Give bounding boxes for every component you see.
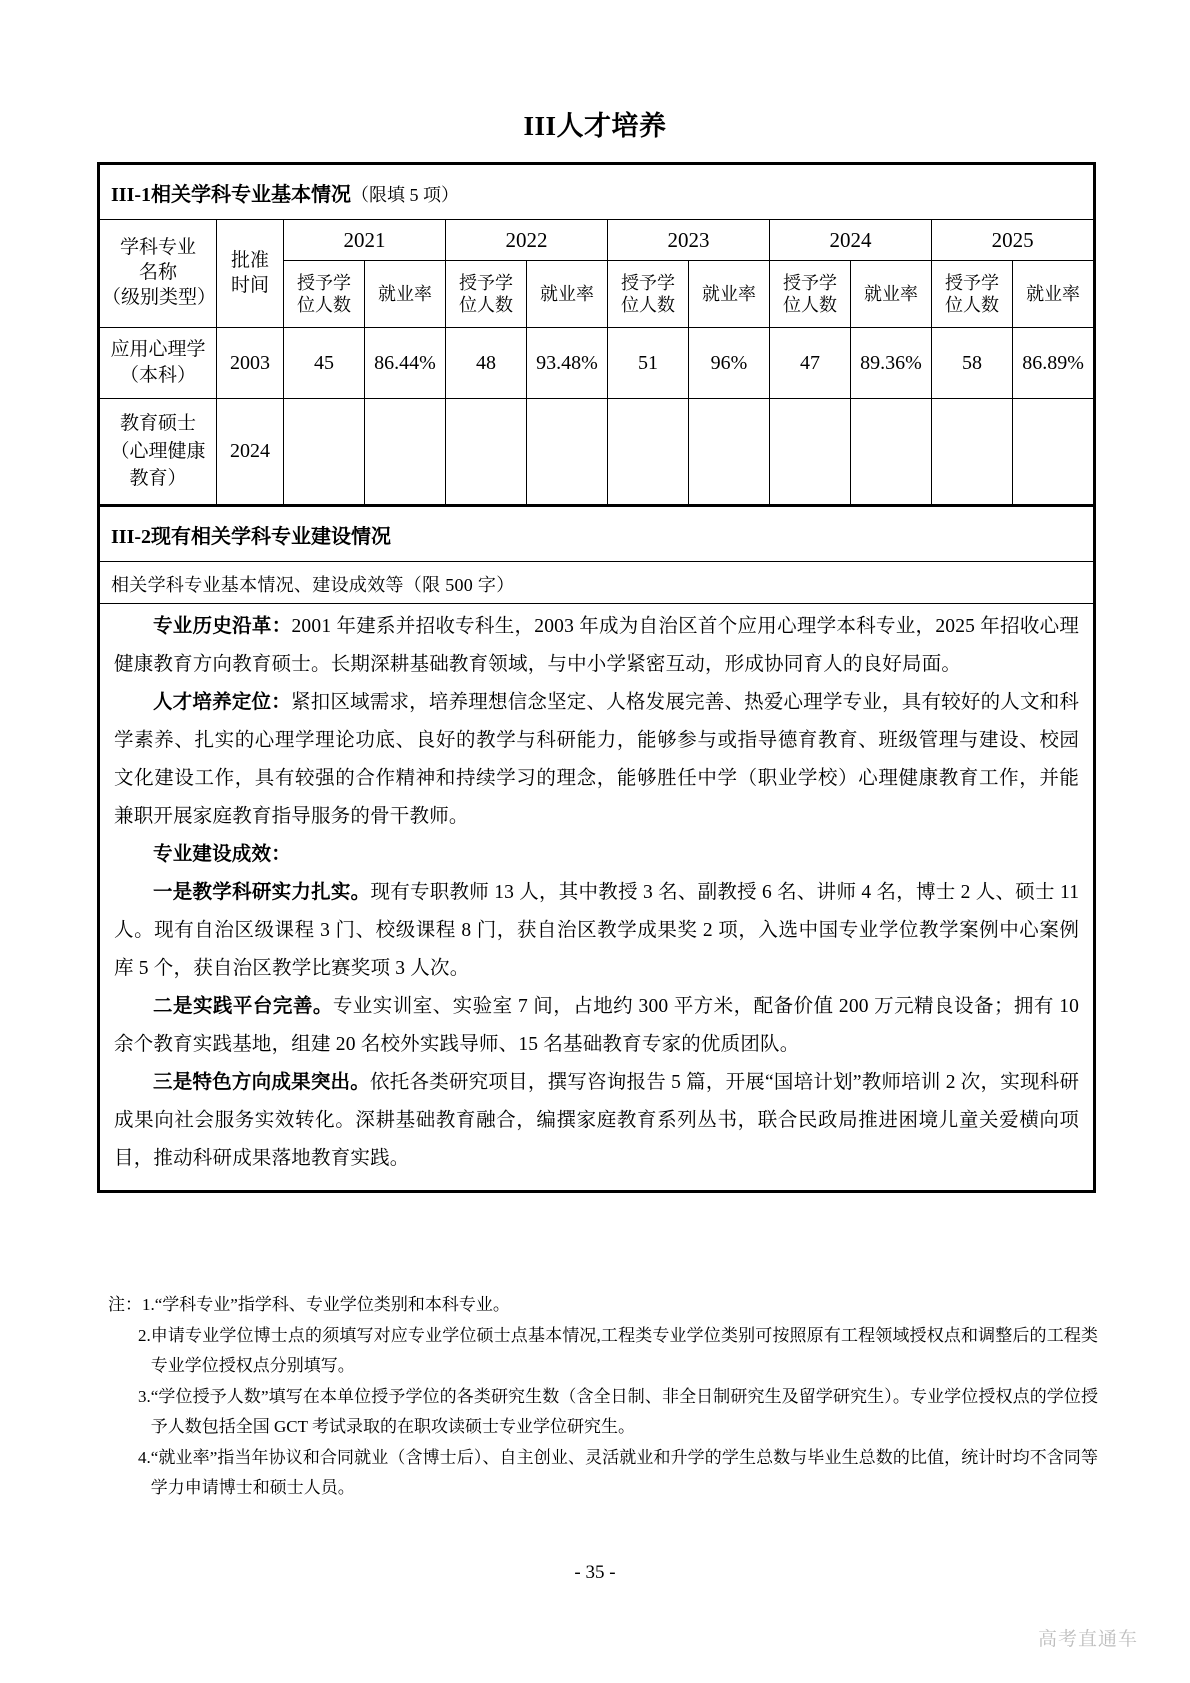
form-table <box>97 162 1096 1193</box>
subheader-degrees-2023-line2: 位人数 <box>621 295 675 315</box>
section2-header-row <box>99 506 1095 562</box>
col-header-year-2025: 2025 <box>932 220 1095 261</box>
row1-degrees-2024: 47 <box>770 328 851 399</box>
paragraph-positioning <box>114 684 1079 836</box>
row1-employment-2021: 86.44% <box>365 328 446 399</box>
table-row <box>99 399 1095 506</box>
row1-major-name <box>99 328 217 399</box>
row2-major-name-line1: 教育硕士 <box>119 413 196 435</box>
page-number: - 35 - <box>574 1562 616 1583</box>
col-header-year-2021: 2021 <box>284 220 446 261</box>
section2-number: III-2 <box>111 525 152 548</box>
page-title: III人才培养 <box>523 111 667 141</box>
subheader-degrees-2021-line2: 位人数 <box>297 295 351 315</box>
section2-prompt-row <box>99 562 1095 604</box>
subheader-degrees-2023 <box>608 261 689 328</box>
section2-prompt: 相关学科专业基本情况、建设成效等（限 500 字） <box>99 562 1095 604</box>
row2-employment-2023 <box>689 399 770 506</box>
paragraph-point-two-text: 专业实训室、实验室 7 间，占地约 300 平方米，配备价值 200 万元精良设备；拥有 10 余个教育实践基地，组建 20 名校外实践导师、15 名基础教育专家的优质团队。 <box>114 996 1080 1055</box>
paragraph-achievements-heading <box>114 836 1079 874</box>
row2-employment-2022 <box>527 399 608 506</box>
section1-number: III-1 <box>111 183 152 206</box>
footnote-item-4 <box>108 1443 1098 1503</box>
paragraph-point-three-text: 依托各类研究项目，撰写咨询报告 5 篇，开展“国培计划”教师培训 2 次，实现科研成果向社会服务实效转化。深耕基础教育融合，编撰家庭教育系列丛书，联合民政局推进困境儿童关爱横向项目，推动科研成果落地教育实践。 <box>114 1072 1080 1169</box>
col-header-approval-time-line1: 批准 <box>230 249 269 271</box>
table-header-year-row <box>99 220 1095 261</box>
col-header-major-name-line1: 学科专业 <box>119 237 196 259</box>
section2-body <box>99 604 1095 1192</box>
row1-employment-2025: 86.89% <box>1013 328 1095 399</box>
subheader-degrees-2021 <box>284 261 365 328</box>
paragraph-positioning-lead: 人才培养定位： <box>153 692 291 713</box>
footnote-1-text: “学科专业”指学科、专业学位类别和本科专业。 <box>154 1295 510 1314</box>
section2-title: 现有相关学科专业建设情况 <box>151 525 392 548</box>
section1-header-row <box>99 164 1095 220</box>
subheader-employment-2025: 就业率 <box>1013 261 1095 328</box>
footnote-2-text: 申请专业学位博士点的须填写对应专业学位硕士点基本情况,工程类专业学位类别可按照原有工程领域授权点和调整后的工程类专业学位授权点分别填写。 <box>150 1326 1098 1375</box>
footnote-4-text: “就业率”指当年协议和合同就业（含博士后）、自主创业、灵活就业和升学的学生总数与毕业生总数的比值，统计时均不含同等学力申请博士和硕士人员。 <box>150 1448 1098 1497</box>
row2-major-name-line3: 教育） <box>129 468 187 490</box>
subheader-degrees-2024-line2: 位人数 <box>783 295 837 315</box>
row2-degrees-2023 <box>608 399 689 506</box>
subheader-degrees-2022 <box>446 261 527 328</box>
paragraph-history-text: 2001 年建系并招收专科生，2003 年成为自治区首个应用心理学本科专业，2025 年招收心理健康教育方向教育硕士。长期深耕基础教育领域，与中小学紧密互动，形成协同育人的良好局面。 <box>114 616 1080 675</box>
row2-degrees-2024 <box>770 399 851 506</box>
paragraph-point-three-lead: 三是特色方向成果突出。 <box>153 1072 371 1093</box>
row2-approval-time: 2024 <box>217 399 284 506</box>
col-header-approval-time-line2: 时间 <box>230 274 269 296</box>
paragraph-achievements-heading-lead: 专业建设成效： <box>153 844 291 865</box>
row1-degrees-2021: 45 <box>284 328 365 399</box>
footnote-item-3 <box>108 1382 1098 1442</box>
col-header-year-2023: 2023 <box>608 220 770 261</box>
section1-title: 相关学科专业基本情况 <box>151 183 352 206</box>
row1-degrees-2023: 51 <box>608 328 689 399</box>
row2-employment-2025 <box>1013 399 1095 506</box>
footnote-3-text: “学位授予人数”填写在本单位授予学位的各类研究生数（含全日制、非全日制研究生及留学研究生）。专业学位授权点的学位授予人数包括全国 GCT 考试录取的在职攻读硕士专业学位研究生。 <box>150 1387 1098 1436</box>
paragraph-point-two-lead: 二是实践平台完善。 <box>153 996 333 1017</box>
col-header-major-name-line2: 名称 <box>138 262 177 284</box>
row1-approval-time: 2003 <box>217 328 284 399</box>
paragraph-point-one <box>114 874 1079 988</box>
row1-employment-2024: 89.36% <box>851 328 932 399</box>
row1-degrees-2022: 48 <box>446 328 527 399</box>
paragraph-point-one-lead: 一是教学科研实力扎实。 <box>153 882 371 903</box>
footnotes <box>108 1290 1098 1504</box>
subheader-employment-2021: 就业率 <box>365 261 446 328</box>
row2-degrees-2022 <box>446 399 527 506</box>
subheader-degrees-2024-line1: 授予学 <box>783 272 837 293</box>
row1-degrees-2025: 58 <box>932 328 1013 399</box>
watermark: 高考直通车 <box>1037 1629 1138 1650</box>
row2-degrees-2025 <box>932 399 1013 506</box>
paragraph-point-three <box>114 1064 1079 1178</box>
paragraph-history <box>114 608 1079 684</box>
row1-employment-2023: 96% <box>689 328 770 399</box>
col-header-year-2022: 2022 <box>446 220 608 261</box>
col-header-year-2024: 2024 <box>770 220 932 261</box>
row2-employment-2021 <box>365 399 446 506</box>
row2-major-name <box>99 399 217 506</box>
section1-heading <box>99 164 1095 220</box>
row1-major-name-line2: （本科） <box>119 365 196 386</box>
footnote-prefix: 注： <box>108 1295 142 1314</box>
subheader-employment-2024: 就业率 <box>851 261 932 328</box>
paragraph-history-lead: 专业历史沿革： <box>153 616 292 637</box>
footnote-1-label: 1. <box>142 1295 155 1314</box>
footnote-4-label: 4. <box>138 1448 151 1467</box>
paragraph-point-two <box>114 988 1079 1064</box>
col-header-major-name <box>99 220 217 328</box>
row2-degrees-2021 <box>284 399 365 506</box>
subheader-degrees-2022-line1: 授予学 <box>459 272 513 293</box>
subheader-degrees-2025 <box>932 261 1013 328</box>
paragraph-point-one-text: 现有专职教师 13 人，其中教授 3 名、副教授 6 名、讲师 4 名，博士 2 人、硕士 11 人。现有自治区级课程 3 门、校级课程 8 门，获自治区教学成果奖 2 项，入选中国专业学位教学案例中心案例库 5 个，获自治区教学比赛奖项 3 人次。 <box>114 882 1080 979</box>
row2-major-name-line2: （心理健康 <box>110 440 206 462</box>
subheader-degrees-2022-line2: 位人数 <box>459 295 513 315</box>
subheader-degrees-2023-line1: 授予学 <box>621 272 675 293</box>
section2-heading <box>99 506 1095 562</box>
subheader-degrees-2021-line1: 授予学 <box>297 272 351 293</box>
section1-limit-note: （限填 5 项） <box>351 184 460 205</box>
col-header-approval-time <box>217 220 284 328</box>
row1-major-name-line1: 应用心理学 <box>110 339 206 361</box>
subheader-degrees-2024 <box>770 261 851 328</box>
col-header-major-name-line3: （级别类型） <box>102 286 217 308</box>
table-row <box>99 328 1095 399</box>
subheader-degrees-2025-line1: 授予学 <box>945 272 999 293</box>
subheader-degrees-2025-line2: 位人数 <box>945 295 999 315</box>
subheader-employment-2023: 就业率 <box>689 261 770 328</box>
subheader-employment-2022: 就业率 <box>527 261 608 328</box>
paragraph-positioning-text: 紧扣区域需求，培养理想信念坚定、人格发展完善、热爱心理学专业，具有较好的人文和科学素养、扎实的心理学理论功底、良好的教学与科研能力，能够参与或指导德育教育、班级管理与建设、校园文化建设工作，具有较强的合作精神和持续学习的理念，能够胜任中学（职业学校）心理健康教育工作，并能兼职开展家庭教育指导服务的骨干教师。 <box>114 692 1080 827</box>
footnote-3-label: 3. <box>138 1387 151 1406</box>
footnote-item-2 <box>108 1321 1098 1381</box>
footnote-2-label: 2. <box>138 1326 151 1345</box>
row1-employment-2022: 93.48% <box>527 328 608 399</box>
row2-employment-2024 <box>851 399 932 506</box>
section2-body-row <box>99 604 1095 1192</box>
footnote-item-1 <box>108 1290 1098 1320</box>
